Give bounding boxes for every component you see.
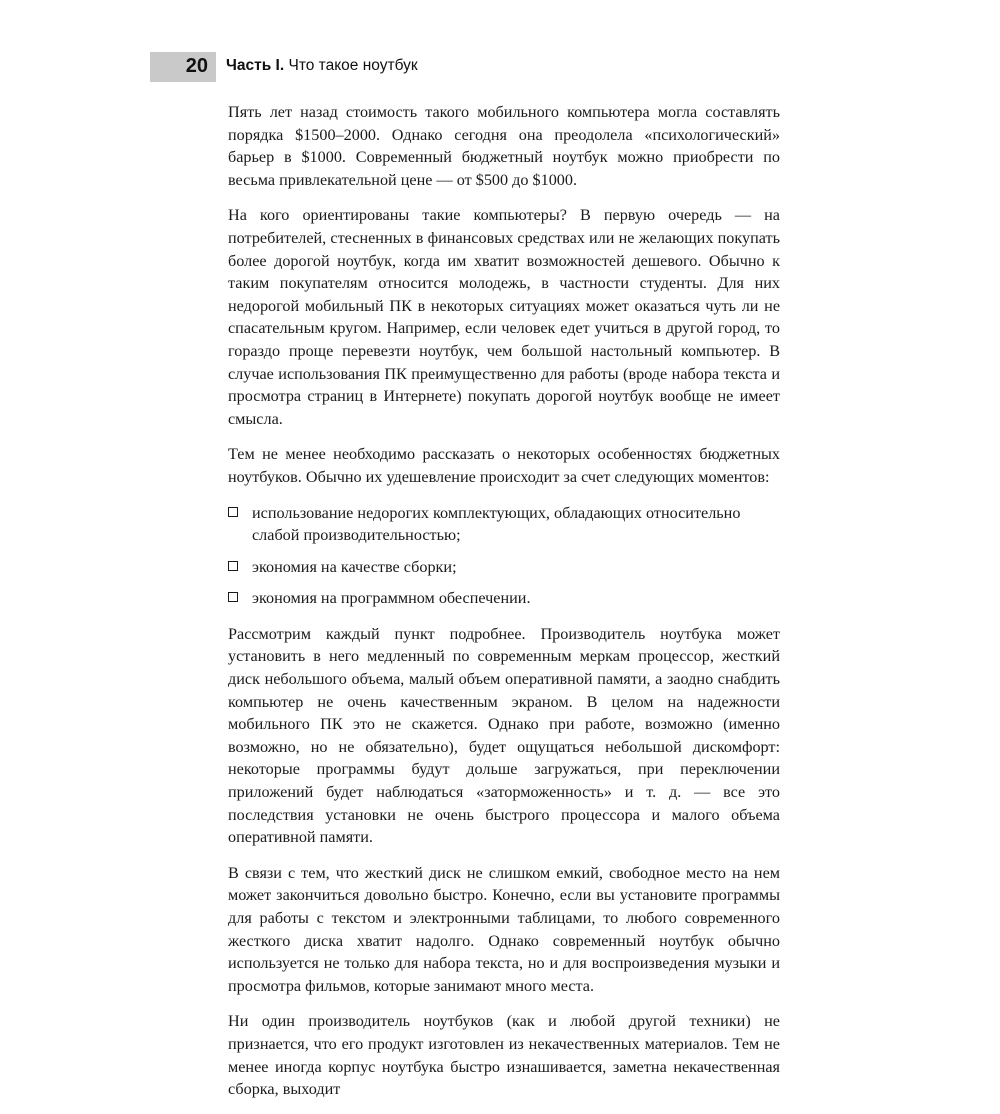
paragraph-price: Пять лет назад стоимость такого мобильного компьютера могла составлять порядка $1500–2000. Однако сегодня она преодолела «психологический» барьер в $1000. Современный бюджетный ноутбук можно приобрести по весьма привлекательной цене — от $500 до $1000. [228, 103, 780, 189]
paragraph-hard-disk: В связи с тем, что жесткий диск не слишком емкий, свободное место на нем может закончиться довольно быстро. Конечно, если вы установите программы для работы с текстом и электронными таблицами, то любого современного жесткого диска хватит надолго. Однако современный ноутбук обычно используется не только для набора текста, но и для воспроизведения музыки и просмотра фильмов, которые занимают много места. [228, 863, 780, 995]
part-title: Что такое ноутбук [288, 57, 418, 74]
page-number: 20 [185, 55, 208, 77]
cost-saving-list [228, 502, 780, 610]
paragraph-components: Рассмотрим каждый пункт подробнее. Производитель ноутбука может установить в него медленный по современным меркам процессор, жесткий диск небольшого объема, малый объем оперативной памяти, а заодно снабдить компьютер не очень качественным экраном. В целом на надежности мобильного ПК это не скажется. Однако при работе, возможно (именно возможно, но не обязательно), будет ощущаться небольшой дискомфорт: некоторые программы будут дольше загружаться, при переключении приложений будет наблюдаться «заторможенность» и т. д. — все это последствия установки не очень быстрого процессора и малого объема оперативной памяти. [228, 624, 780, 847]
list-item [228, 502, 780, 547]
list-item-text: экономия на качестве сборки; [252, 557, 457, 576]
page-number-block [150, 52, 216, 82]
checkbox-bullet-icon [228, 507, 238, 517]
paragraph-features-intro: Тем не менее необходимо рассказать о некоторых особенностях бюджетных ноутбуков. Обычно их удешевление происходит за счет следующих моментов: [228, 445, 780, 486]
checkbox-bullet-icon [228, 561, 238, 571]
paragraph-build-quality: Ни один производитель ноутбуков (как и любой другой техники) не признается, что его продукт изготовлен из некачественных материалов. Тем не менее иногда корпус ноутбука быстро изнашивается, заметна некачественная сборка, выходит [228, 1012, 780, 1099]
list-item [228, 587, 780, 610]
part-label: Часть I. [226, 57, 285, 74]
list-item-text: экономия на программном обеспечении. [252, 589, 531, 608]
list-item [228, 556, 780, 579]
page-body [228, 101, 780, 1114]
running-head [226, 57, 418, 75]
checkbox-bullet-icon [228, 592, 238, 602]
list-item-text: использование недорогих комплектующих, обладающих относительно слабой производительностью; [252, 503, 741, 545]
paragraph-audience: На кого ориентированы такие компьютеры? В первую очередь — на потребителей, стесненных в финансовых средствах или не желающих покупать более дорогой ноутбук, когда им хватит возможностей дешевого. Обычно к таким покупателям относится молодежь, в частности студенты. Для них недорогой мобильный ПК в некоторых ситуациях может оказаться чуть ли не спасательным кругом. Например, если человек едет учиться в другой город, то гораздо проще перевезти ноутбук, чем большой настольный компьютер. В случае использования ПК преимущественно для работы (вроде набора текста и просмотра страниц в Интернете) покупать дорогой ноутбук вообще не имеет смысла. [228, 206, 780, 428]
